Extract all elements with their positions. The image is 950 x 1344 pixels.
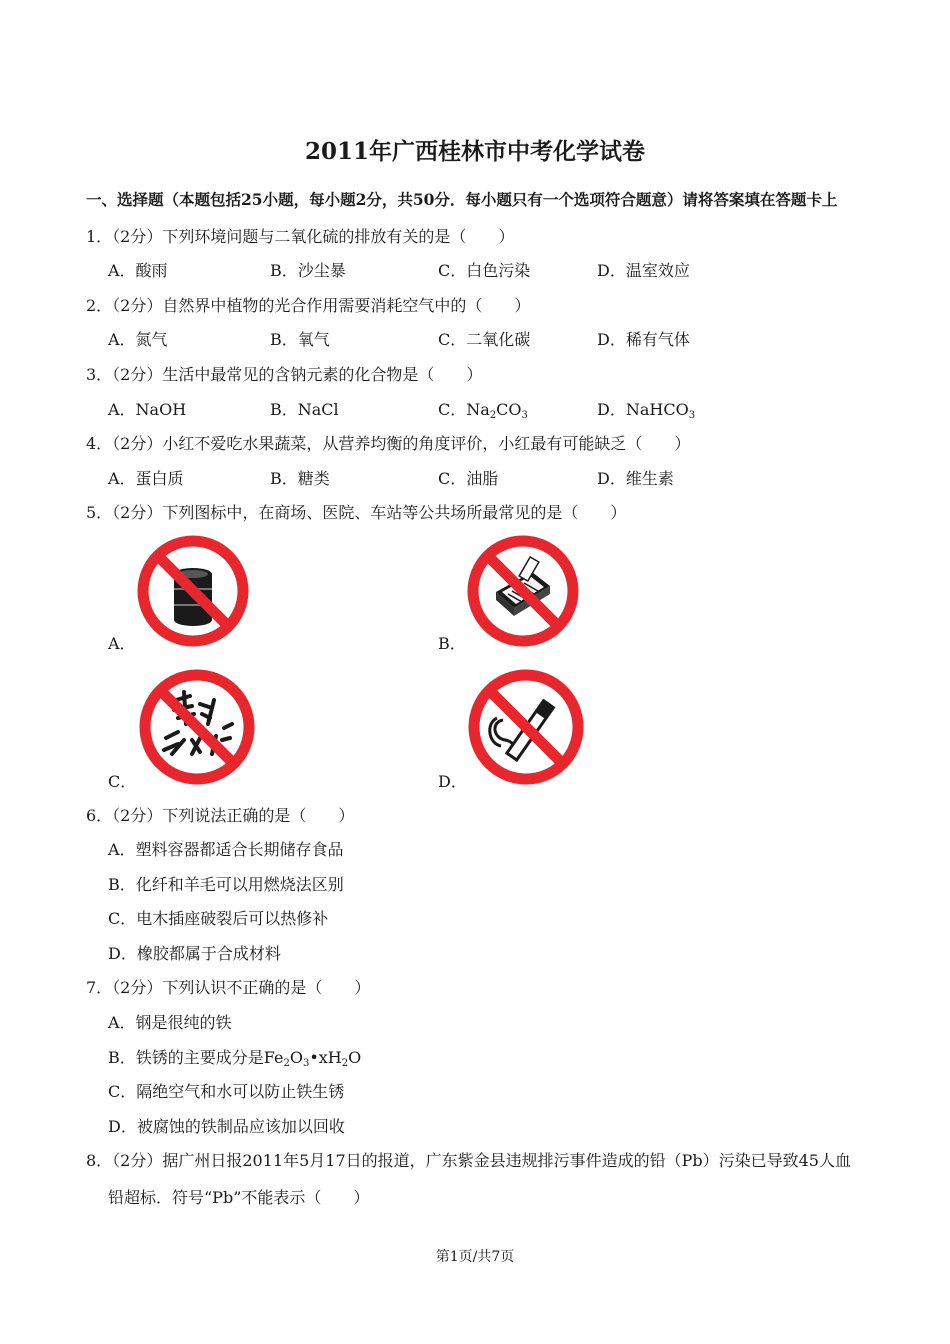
q4-option-a: A．蛋白质 [108, 469, 184, 488]
page-footer: 第1页/共7页 [435, 1249, 515, 1265]
q6-option-b: B．化纤和羊毛可以用燃烧法区别 [108, 875, 344, 894]
q1-option-a: A．酸雨 [108, 261, 168, 280]
q7-option-c: C．隔绝空气和水可以防止铁生锈 [108, 1082, 345, 1101]
q6-option-d: D．橡胶都属于合成材料 [108, 944, 281, 963]
q4-option-b: B．糖类 [270, 469, 330, 488]
question-8-stem-line2: 铅超标．符号“Pb”不能表示（ ） [108, 1188, 370, 1207]
q1-option-b: B．沙尘暴 [270, 261, 346, 280]
q3-option-b: B．NaCl [270, 400, 339, 419]
q2-option-d: D．稀有气体 [597, 330, 690, 349]
q7-option-b: B．铁锈的主要成分是$Fe_2O_3•xH_2O$ [108, 1048, 362, 1069]
q5-option-a: A． [108, 634, 136, 653]
q5-option-d: D． [438, 772, 467, 791]
no-matches-icon [466, 534, 580, 648]
q5-option-c: C． [108, 772, 137, 791]
page-title: 2011年广西桂林市中考化学试卷 [304, 138, 645, 165]
question-7-stem: 7．（2分）下列认识不正确的是（ ） [86, 978, 371, 997]
formula-rust: $Fe_2O_3•xH_2O$ [263, 1048, 362, 1069]
section-heading: 一、选择题（本题包括25小题，每小题2分，共50分．每小题只有一个选项符合题意）请将答案填在答题卡上 [86, 190, 838, 209]
question-3-stem: 3．（2分）生活中最常见的含钠元素的化合物是（ ） [86, 365, 483, 384]
question-1-stem: 1．（2分）下列环境问题与二氧化硫的排放有关的是（ ） [86, 227, 515, 246]
q3-option-d: D．NaHCO$_3$ [597, 400, 696, 421]
q4-option-c: C．油脂 [438, 469, 499, 488]
question-8-stem-line1: 8．（2分）据广州日报2011年5月17日的报道，广东紫金县违规排污事件造成的铅（Pb）污染已导致45人血 [86, 1151, 851, 1170]
formula-nahco3-subscript: 3 [688, 410, 696, 421]
no-smoking-icon [467, 668, 585, 786]
question-4-stem: 4．（2分）小红不爱吃水果蔬菜，从营养均衡的角度评价，小红最有可能缺乏（ ） [86, 434, 691, 453]
q7-option-a: A．钢是很纯的铁 [108, 1013, 232, 1032]
q1-option-c: C．白色污染 [438, 261, 531, 280]
q1-option-d: D．温室效应 [597, 261, 690, 280]
q6-option-c: C．电木插座破裂后可以热修补 [108, 909, 329, 928]
question-6-stem: 6．（2分）下列说法正确的是（ ） [86, 806, 355, 825]
q3-option-c: C．$Na_2CO_3$ [438, 400, 528, 421]
q3-option-a: A．NaOH [108, 400, 187, 419]
question-5-stem: 5．（2分）下列图标中，在商场、医院、车站等公共场所最常见的是（ ） [86, 503, 627, 522]
no-flammable-liquid-barrel-icon [136, 534, 250, 648]
q4-option-d: D．维生素 [597, 469, 674, 488]
q6-option-a: A．塑料容器都适合长期储存食品 [108, 840, 344, 859]
no-fireworks-icon [138, 668, 256, 786]
q5-option-b: B． [438, 634, 466, 653]
q2-option-b: B．氧气 [270, 330, 330, 349]
q7-option-d: D．被腐蚀的铁制品应该加以回收 [108, 1117, 345, 1136]
formula-na2co3: $_2CO_3$ [489, 400, 528, 421]
q2-option-a: A．氮气 [108, 330, 168, 349]
question-2-stem: 2．（2分）自然界中植物的光合作用需要消耗空气中的（ ） [86, 296, 531, 315]
q2-option-c: C．二氧化碳 [438, 330, 531, 349]
